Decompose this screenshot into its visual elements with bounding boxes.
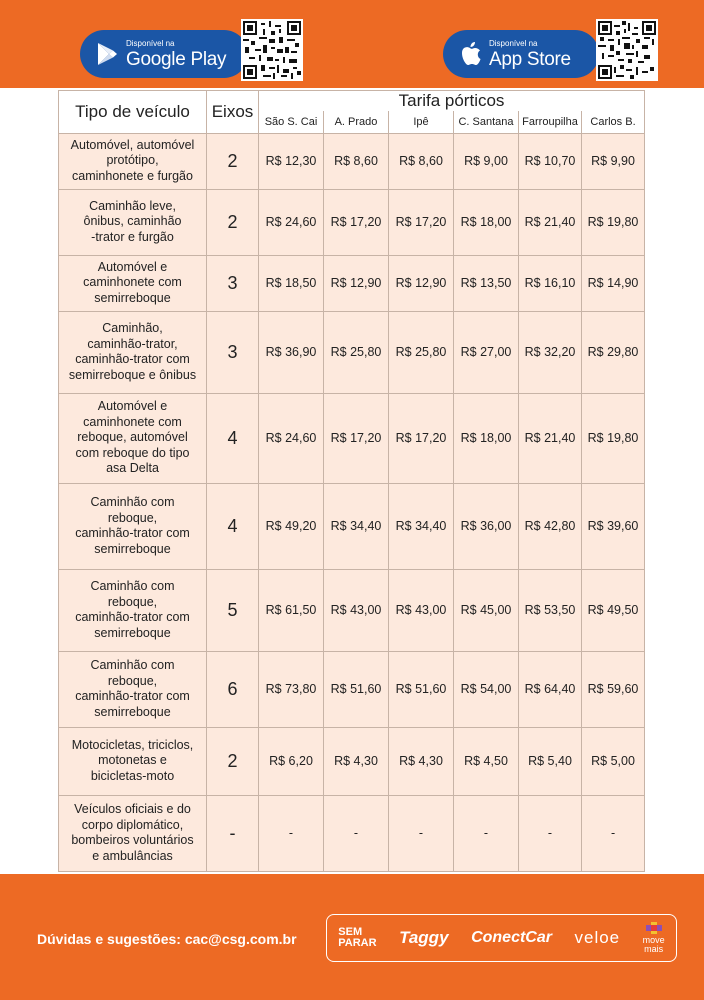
tipo-line: asa Delta <box>106 461 159 476</box>
cell-tarifa: - <box>519 795 582 871</box>
tipo-line: reboque, automóvel <box>77 430 188 445</box>
cell-eixos: 5 <box>207 569 259 651</box>
cell-eixos: 4 <box>207 483 259 569</box>
cell-tarifa: R$ 61,50 <box>259 569 324 651</box>
cell-tarifa: R$ 53,50 <box>519 569 582 651</box>
tipo-line: semirreboque <box>94 625 171 640</box>
table-row <box>59 651 645 727</box>
table-row <box>59 727 645 795</box>
cell-tarifa: R$ 42,80 <box>519 483 582 569</box>
conectcar-logo: ConectCar <box>471 929 552 946</box>
tipo-line: Automóvel, automóvel <box>70 137 195 152</box>
google-play-small-label: Disponível na <box>126 38 175 48</box>
cell-tarifa: R$ 24,60 <box>259 189 324 255</box>
cell-tarifa: R$ 18,00 <box>454 189 519 255</box>
tipo-line: reboque, <box>107 510 158 525</box>
cell-tarifa: R$ 6,20 <box>259 727 324 795</box>
tipo-line: reboque, <box>107 594 158 609</box>
cell-tarifa: R$ 51,60 <box>324 651 389 727</box>
tipo-line: Caminhão com <box>90 579 175 593</box>
tipo-line: motonetas e <box>98 753 167 768</box>
cell-tarifa: R$ 27,00 <box>454 311 519 393</box>
header-location: Farroupilha <box>519 111 582 133</box>
cell-eixos: - <box>207 795 259 871</box>
semparar-logo: SEM PARAR <box>338 926 377 949</box>
tipo-line: caminhão-trator com <box>75 689 190 703</box>
tipo-line: semirreboque e ônibus <box>68 367 197 382</box>
cell-tarifa: - <box>454 795 519 871</box>
cell-tarifa: R$ 43,00 <box>389 569 454 651</box>
cell-tarifa: R$ 8,60 <box>389 133 454 189</box>
cell-tarifa: R$ 17,20 <box>389 393 454 483</box>
cell-tipo-veiculo <box>59 393 207 483</box>
table-row <box>59 255 645 311</box>
cell-tarifa: R$ 4,30 <box>389 727 454 795</box>
cell-tipo-veiculo <box>59 133 207 189</box>
tipo-line: e ambulâncias <box>92 848 173 863</box>
app-store-label: App Store <box>489 48 571 70</box>
cell-tarifa: R$ 19,80 <box>582 393 645 483</box>
cell-tarifa: - <box>582 795 645 871</box>
cell-tarifa: R$ 12,90 <box>389 255 454 311</box>
cell-eixos: 4 <box>207 393 259 483</box>
table-row <box>59 483 645 569</box>
cell-tarifa: R$ 17,20 <box>389 189 454 255</box>
cell-tarifa: R$ 18,50 <box>259 255 324 311</box>
cell-eixos: 2 <box>207 189 259 255</box>
tipo-line: caminhonete e furgão <box>72 168 193 183</box>
tipo-line: Caminhão com <box>90 658 175 672</box>
cell-tarifa: R$ 8,60 <box>324 133 389 189</box>
footer-bar <box>0 874 704 1000</box>
cell-tarifa: R$ 21,40 <box>519 189 582 255</box>
cell-tarifa: R$ 43,00 <box>324 569 389 651</box>
cell-tipo-veiculo <box>59 483 207 569</box>
cell-tarifa: R$ 49,50 <box>582 569 645 651</box>
cell-tarifa: R$ 49,20 <box>259 483 324 569</box>
tipo-line: corpo diplomático, <box>81 817 184 832</box>
cell-tarifa: R$ 9,90 <box>582 133 645 189</box>
movemais-icon <box>646 922 662 934</box>
cell-tarifa: R$ 54,00 <box>454 651 519 727</box>
cell-tarifa: R$ 34,40 <box>324 483 389 569</box>
cell-tipo-veiculo <box>59 189 207 255</box>
cell-tarifa: R$ 25,80 <box>324 311 389 393</box>
app-store-small-label: Disponível na <box>489 38 538 48</box>
google-play-badge[interactable] <box>80 30 248 78</box>
cell-tipo-veiculo <box>59 795 207 871</box>
header-location: C. Santana <box>454 111 519 133</box>
cell-tarifa: R$ 25,80 <box>389 311 454 393</box>
cell-tarifa: R$ 24,60 <box>259 393 324 483</box>
contact-text[interactable]: Dúvidas e sugestões: cac@csg.com.br <box>37 931 297 947</box>
tipo-line: caminhonete com <box>83 414 182 429</box>
cell-tarifa: R$ 36,00 <box>454 483 519 569</box>
cell-tipo-veiculo <box>59 311 207 393</box>
cell-eixos: 2 <box>207 727 259 795</box>
header-location: São S. Cai <box>259 111 324 133</box>
cell-tarifa: R$ 9,00 <box>454 133 519 189</box>
table-row <box>59 569 645 651</box>
cell-eixos: 6 <box>207 651 259 727</box>
cell-tipo-veiculo <box>59 569 207 651</box>
tipo-line: Caminhão com <box>90 495 175 509</box>
cell-eixos: 2 <box>207 133 259 189</box>
table-row <box>59 795 645 871</box>
tipo-line: Veículos oficiais e do <box>74 802 191 816</box>
tipo-line: bombeiros voluntários <box>71 833 194 847</box>
app-store-qr-code <box>596 19 658 81</box>
cell-tarifa: R$ 16,10 <box>519 255 582 311</box>
cell-tarifa: - <box>324 795 389 871</box>
cell-tarifa: R$ 34,40 <box>389 483 454 569</box>
cell-tarifa: R$ 12,30 <box>259 133 324 189</box>
top-bar <box>0 0 704 88</box>
tariff-table <box>58 90 645 872</box>
header-tipo-de-veiculo: Tipo de veículo <box>59 91 207 134</box>
cell-tarifa: R$ 5,00 <box>582 727 645 795</box>
header-location: Carlos B. <box>582 111 645 133</box>
tariff-sheet <box>0 88 704 874</box>
tipo-line: semirreboque <box>94 704 171 719</box>
tipo-line: caminhão-trator com <box>75 352 190 366</box>
cell-tarifa: R$ 4,30 <box>324 727 389 795</box>
cell-tarifa: R$ 18,00 <box>454 393 519 483</box>
tipo-line: caminhão-trator, <box>87 336 178 351</box>
cell-tarifa: R$ 17,20 <box>324 393 389 483</box>
header-tarifa-porticos: Tarifa pórticos <box>259 91 645 112</box>
tipo-line: caminhão-trator com <box>75 610 190 624</box>
google-play-icon <box>94 40 120 68</box>
cell-tarifa: R$ 17,20 <box>324 189 389 255</box>
cell-tarifa: R$ 45,00 <box>454 569 519 651</box>
cell-tarifa: R$ 14,90 <box>582 255 645 311</box>
tipo-line: semirreboque <box>94 290 171 305</box>
tipo-line: reboque, <box>107 673 158 688</box>
cell-tarifa: R$ 39,60 <box>582 483 645 569</box>
tipo-line: Automóvel e <box>97 399 168 414</box>
cell-tarifa: R$ 32,20 <box>519 311 582 393</box>
cell-tarifa: R$ 10,70 <box>519 133 582 189</box>
cell-tarifa: R$ 19,80 <box>582 189 645 255</box>
tipo-line: Automóvel e <box>97 259 168 274</box>
google-play-qr-code <box>241 19 303 81</box>
taggy-logo: Taggy <box>399 928 449 947</box>
google-play-label: Google Play <box>126 48 227 70</box>
tipo-line: semirreboque <box>94 541 171 556</box>
tipo-line: Caminhão, <box>102 321 163 335</box>
veloe-logo: veloe <box>574 928 621 947</box>
cell-tarifa: R$ 73,80 <box>259 651 324 727</box>
table-row <box>59 311 645 393</box>
cell-tarifa: R$ 51,60 <box>389 651 454 727</box>
cell-tipo-veiculo <box>59 255 207 311</box>
apple-icon <box>457 40 483 68</box>
table-row <box>59 393 645 483</box>
tipo-line: bicicletas-moto <box>90 768 175 783</box>
cell-tarifa: R$ 4,50 <box>454 727 519 795</box>
tipo-line: ônibus, caminhão <box>83 214 182 229</box>
movemais-logo: move mais <box>643 922 665 954</box>
cell-tipo-veiculo <box>59 651 207 727</box>
tipo-line: protótipo, <box>106 153 159 168</box>
cell-tarifa: R$ 5,40 <box>519 727 582 795</box>
cell-tarifa: R$ 59,60 <box>582 651 645 727</box>
tipo-line: -trator e furgão <box>91 229 174 244</box>
header-eixos: Eixos <box>207 91 259 134</box>
app-store-badge[interactable] <box>443 30 599 78</box>
cell-tarifa: R$ 36,90 <box>259 311 324 393</box>
tipo-line: Motocicletas, triciclos, <box>71 737 194 752</box>
cell-tarifa: - <box>389 795 454 871</box>
cell-eixos: 3 <box>207 255 259 311</box>
cell-eixos: 3 <box>207 311 259 393</box>
tipo-line: Caminhão leve, <box>89 198 176 213</box>
cell-tipo-veiculo <box>59 727 207 795</box>
cell-tarifa: R$ 21,40 <box>519 393 582 483</box>
cell-tarifa: R$ 12,90 <box>324 255 389 311</box>
table-row <box>59 189 645 255</box>
cell-tarifa: - <box>259 795 324 871</box>
header-location: Ipê <box>389 111 454 133</box>
partners-box <box>326 914 677 962</box>
header-location: A. Prado <box>324 111 389 133</box>
cell-tarifa: R$ 64,40 <box>519 651 582 727</box>
table-row <box>59 133 645 189</box>
tipo-line: caminhonete com <box>83 275 182 290</box>
tipo-line: com reboque do tipo <box>75 445 190 460</box>
tipo-line: caminhão-trator com <box>75 526 190 540</box>
cell-tarifa: R$ 29,80 <box>582 311 645 393</box>
cell-tarifa: R$ 13,50 <box>454 255 519 311</box>
